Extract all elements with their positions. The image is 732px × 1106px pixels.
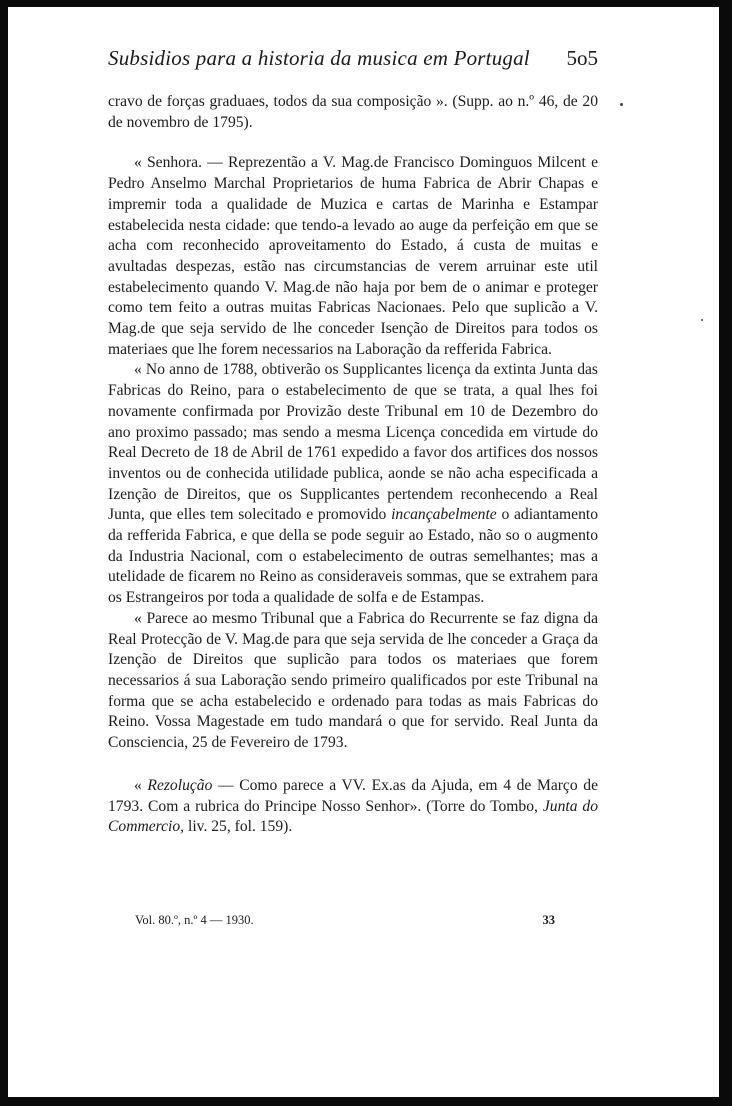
running-header <box>108 46 598 76</box>
paragraph-petition: « Senhora. — Reprezentão a V. Mag.de Francisco Dominguos Milcent e Pedro Anselmo Marchal Proprietarios de huma Fabrica de Abrir Chapas e impremir toda a qualidade de Muzica e cartas de Marinha e Estampar estabelecida nesta cidade: que tendo-a levado ao auge da perfeição em que se acha com reconhecido aproveitamento do Estado, á custa de muitas e avultadas despezas, estão nas circumstancias de verem arruinar este util estabelecimento quando V. Mag.de não haja por bem de o animar e proteger como tem feito a outras muitas Fabricas Nacionaes. Pelo que suplicão a V. Mag.de que seja servido de lhe conceder Isenção de Direitos para todos os materiaes que lhe forem necessarios na Laboração da refferida Fabrica. <box>108 154 598 358</box>
ink-speck <box>701 319 703 321</box>
licence-italic: incançabelmente <box>391 506 497 524</box>
licence-text-1: « No anno de 1788, obtiverão os Supplicantes licença da extinta Junta das Fabricas do Reino, para o estabelecimento de que se trata, a qual lhes foi novamente confirmada por Provizão deste Tribunal em 10 de Dezembro do ano proximo passado; mas sendo a mesma Licença concedida em virtude do Real Decreto de 18 de Abril de 1761 expedido a favor dos artifices dos nossos inventos ou de conhecida utilidade publica, aonde se não acha especificada a Izenção de Direitos, que os Supplicantes pertendem reconhecendo a Real Junta, que elles tem solecitado e promovido <box>108 361 598 524</box>
ink-speck <box>620 103 623 106</box>
paragraph-resolution <box>108 776 598 838</box>
resolution-italic-source: Junta do Commercio, <box>108 797 599 836</box>
paragraph-1: cravo de forças graduaes, todos da sua composição ». (Supp. ao n.º 46, de 20 de novembro de 1795). <box>108 93 598 131</box>
paragraph-licence <box>108 360 598 608</box>
resolution-end: liv. 25, fol. 159). <box>188 818 293 836</box>
page-footer <box>135 913 555 928</box>
volume-info: Vol. 80.º, n.º 4 — 1930. <box>135 913 254 927</box>
resolution-italic-title: Rezolução <box>147 776 213 794</box>
signature-mark: 33 <box>542 913 555 927</box>
licence-text-2: o adiantamento da refferida Fabrica, e que della se pode seguir ao Estado, não so o augmento da Industria Nacional, com o estabelecimento de outras semelhantes; mas a utelidade de ficarem no Reino as consideraveis sommas, que se extrahem para os Estrangeiros por toda a qualidade de solfa e de Estampas. <box>108 506 599 607</box>
page-number: 5o5 <box>566 46 598 70</box>
paragraph-tribunal: « Parece ao mesmo Tribunal que a Fabrica do Recurrente se faz digna da Real Protecção de V. Mag.de para que seja servida de lhe conceder a Graça da Izenção de Direitos que suplicão para todos os materiaes que forem necessarios á sua Laboração sendo primeiro qualificados por este Tribunal na forma que se acha estabelecido e ordenado para todas as mais Fabricas do Reino. Vossa Magestade em tudo mandará o que for servido. Real Junta da Consciencia, 25 de Fevereiro de 1793. <box>108 609 598 752</box>
resolution-quote: « <box>134 776 142 794</box>
article-body <box>108 92 598 838</box>
running-title: Subsidios para a historia da musica em Portugal <box>108 46 530 70</box>
resolution-text: — Como parece a VV. Ex.as da Ajuda, em 4 de Março de 1793. Com a rubrica do Principe Nosso Senhor». (Torre do Tombo, <box>108 776 598 815</box>
